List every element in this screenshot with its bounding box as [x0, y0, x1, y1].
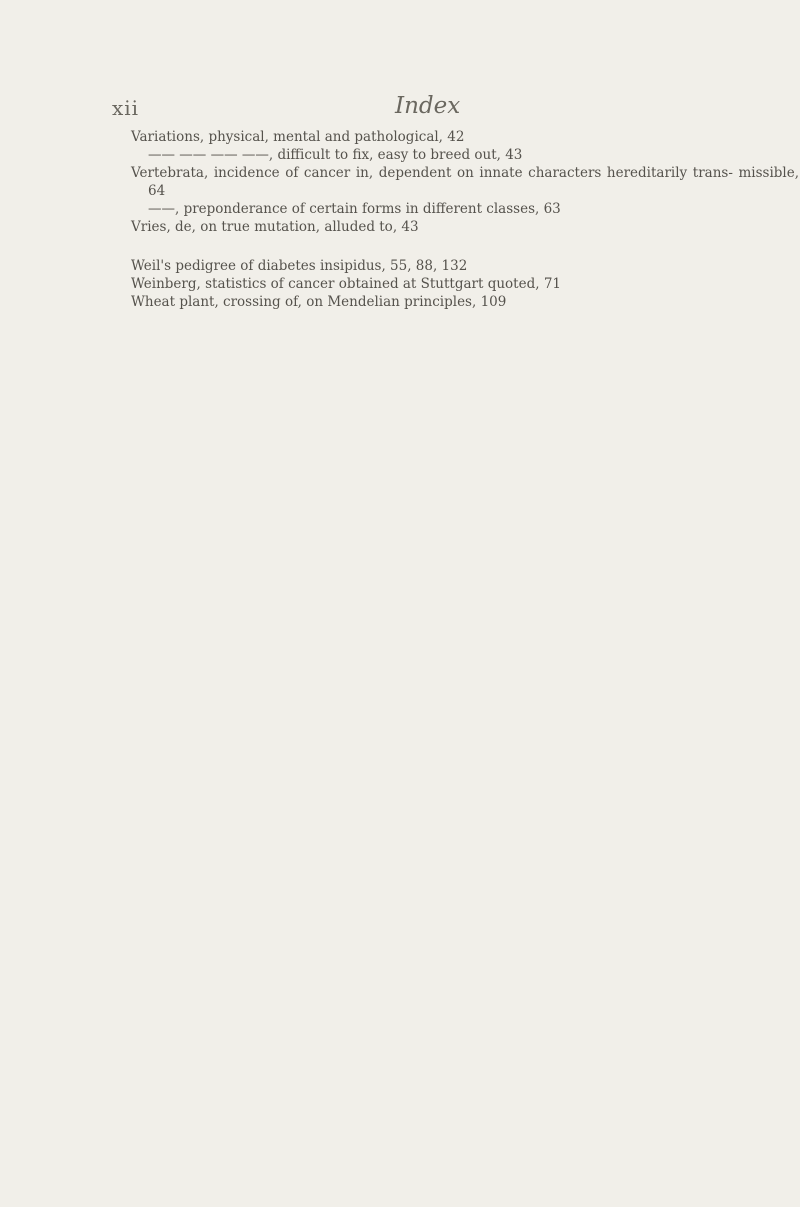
- page-number: xii: [112, 96, 140, 120]
- index-entry-vries: Vries, de, on true mutation, alluded to, 43: [131, 219, 419, 235]
- index-entry-weil: Weil's pedigree of diabetes insipidus, 55, 88, 132: [131, 258, 468, 274]
- index-subentry-vertebrata: ——, preponderance of certain forms in different classes, 63: [148, 201, 561, 217]
- index-entry-variations: Variations, physical, mental and pathological, 42: [131, 129, 465, 145]
- index-entry-weinberg: Weinberg, statistics of cancer obtained at Stuttgart quoted, 71: [131, 276, 561, 292]
- index-entry-wheat: Wheat plant, crossing of, on Mendelian principles, 109: [131, 294, 507, 310]
- index-entry-vertebrata: Vertebrata, incidence of cancer in, dependent on innate characters hereditarily trans- missible, 64: [131, 165, 799, 199]
- running-head: Index: [395, 93, 461, 119]
- index-entries: [131, 128, 799, 311]
- index-subentry-variations: —— —— —— ——, difficult to fix, easy to breed out, 43: [148, 147, 523, 163]
- letter-group-gap: [131, 236, 799, 257]
